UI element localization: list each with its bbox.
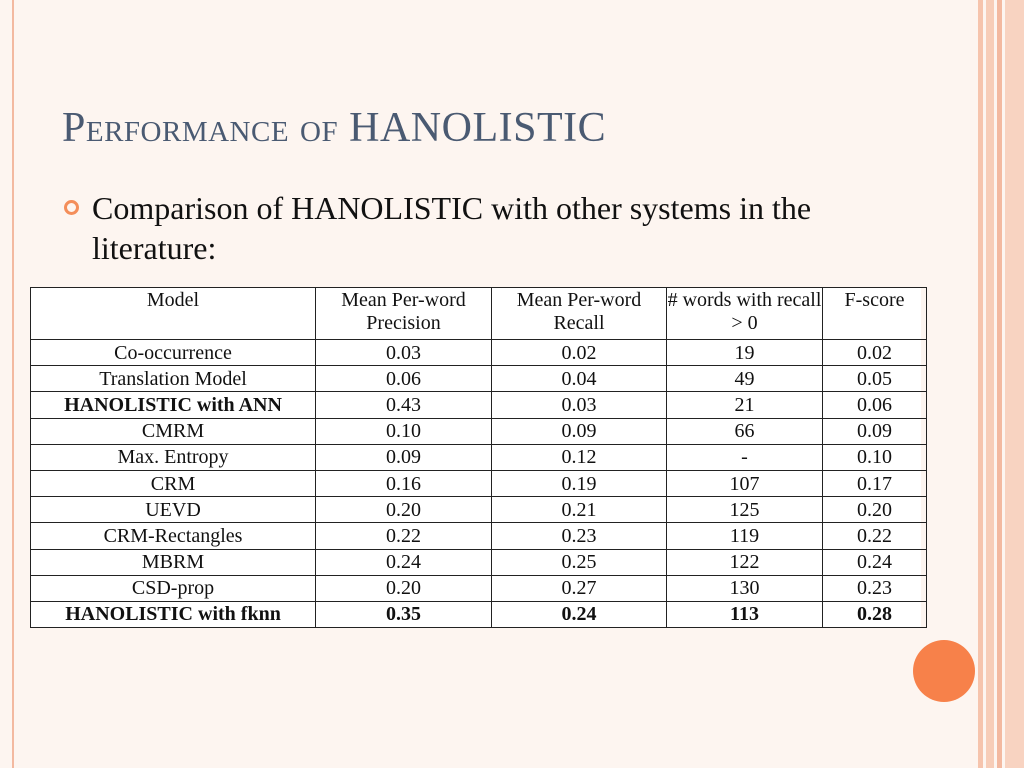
cell-fscore: 0.22 bbox=[823, 523, 927, 549]
header-model: Model bbox=[31, 288, 316, 340]
cell-recall: 0.19 bbox=[492, 470, 667, 496]
cell-fscore: 0.05 bbox=[823, 366, 927, 392]
cell-model: Max. Entropy bbox=[31, 444, 316, 470]
cell-words: 49 bbox=[667, 366, 823, 392]
slide-title: Performance of HANOLISTIC bbox=[62, 105, 607, 151]
cell-fscore: 0.09 bbox=[823, 418, 927, 444]
cell-precision: 0.16 bbox=[316, 470, 492, 496]
header-precision: Mean Per-word Precision bbox=[316, 288, 492, 340]
cell-precision: 0.10 bbox=[316, 418, 492, 444]
header-recall: Mean Per-word Recall bbox=[492, 288, 667, 340]
cell-words: 125 bbox=[667, 497, 823, 523]
cell-precision: 0.22 bbox=[316, 523, 492, 549]
bullet-text: Comparison of HANOLISTIC with other systems in the literature: bbox=[92, 190, 812, 266]
right-stripe-3 bbox=[997, 0, 1002, 768]
cell-recall: 0.12 bbox=[492, 444, 667, 470]
cell-words: - bbox=[667, 444, 823, 470]
cell-fscore: 0.02 bbox=[823, 340, 927, 366]
cell-recall: 0.03 bbox=[492, 392, 667, 418]
table-header-row bbox=[31, 288, 927, 340]
cell-words: 21 bbox=[667, 392, 823, 418]
cell-fscore: 0.23 bbox=[823, 575, 927, 601]
table-row bbox=[31, 444, 927, 470]
cell-fscore: 0.10 bbox=[823, 444, 927, 470]
cell-words: 122 bbox=[667, 549, 823, 575]
right-stripe-2 bbox=[986, 0, 994, 768]
cell-model: Co-occurrence bbox=[31, 340, 316, 366]
comparison-table bbox=[30, 287, 921, 628]
cell-model: CRM-Rectangles bbox=[31, 523, 316, 549]
cell-precision: 0.43 bbox=[316, 392, 492, 418]
cell-recall: 0.27 bbox=[492, 575, 667, 601]
table-row bbox=[31, 470, 927, 496]
cell-recall: 0.23 bbox=[492, 523, 667, 549]
cell-recall: 0.02 bbox=[492, 340, 667, 366]
cell-recall: 0.09 bbox=[492, 418, 667, 444]
cell-words: 66 bbox=[667, 418, 823, 444]
cell-model: MBRM bbox=[31, 549, 316, 575]
cell-words: 19 bbox=[667, 340, 823, 366]
cell-precision: 0.03 bbox=[316, 340, 492, 366]
table-row bbox=[31, 523, 927, 549]
cell-model: CSD-prop bbox=[31, 575, 316, 601]
orange-circle-decoration bbox=[913, 640, 975, 702]
cell-recall: 0.24 bbox=[492, 601, 667, 627]
table-row bbox=[31, 418, 927, 444]
header-fscore: F-score bbox=[823, 288, 927, 340]
cell-fscore: 0.24 bbox=[823, 549, 927, 575]
table-row bbox=[31, 392, 927, 418]
table-row bbox=[31, 340, 927, 366]
cell-precision: 0.35 bbox=[316, 601, 492, 627]
cell-model: Translation Model bbox=[31, 366, 316, 392]
cell-words: 119 bbox=[667, 523, 823, 549]
table-row bbox=[31, 549, 927, 575]
cell-recall: 0.25 bbox=[492, 549, 667, 575]
cell-fscore: 0.06 bbox=[823, 392, 927, 418]
table-body bbox=[31, 340, 927, 628]
cell-model: CMRM bbox=[31, 418, 316, 444]
cell-precision: 0.24 bbox=[316, 549, 492, 575]
table-row bbox=[31, 575, 927, 601]
cell-words: 130 bbox=[667, 575, 823, 601]
right-stripe-4 bbox=[1005, 0, 1024, 768]
bullet-ring-icon bbox=[64, 200, 79, 215]
cell-recall: 0.21 bbox=[492, 497, 667, 523]
cell-precision: 0.06 bbox=[316, 366, 492, 392]
cell-precision: 0.09 bbox=[316, 444, 492, 470]
cell-model: CRM bbox=[31, 470, 316, 496]
cell-model: UEVD bbox=[31, 497, 316, 523]
right-stripe-1 bbox=[978, 0, 983, 768]
table-row bbox=[31, 497, 927, 523]
cell-precision: 0.20 bbox=[316, 497, 492, 523]
table-row bbox=[31, 366, 927, 392]
cell-recall: 0.04 bbox=[492, 366, 667, 392]
cell-model: HANOLISTIC with ANN bbox=[31, 392, 316, 418]
cell-fscore: 0.17 bbox=[823, 470, 927, 496]
left-border-line bbox=[12, 0, 14, 768]
cell-precision: 0.20 bbox=[316, 575, 492, 601]
cell-model: HANOLISTIC with fknn bbox=[31, 601, 316, 627]
header-words: # words with recall > 0 bbox=[667, 288, 823, 340]
cell-words: 113 bbox=[667, 601, 823, 627]
cell-fscore: 0.28 bbox=[823, 601, 927, 627]
cell-fscore: 0.20 bbox=[823, 497, 927, 523]
table-row bbox=[31, 601, 927, 627]
cell-words: 107 bbox=[667, 470, 823, 496]
